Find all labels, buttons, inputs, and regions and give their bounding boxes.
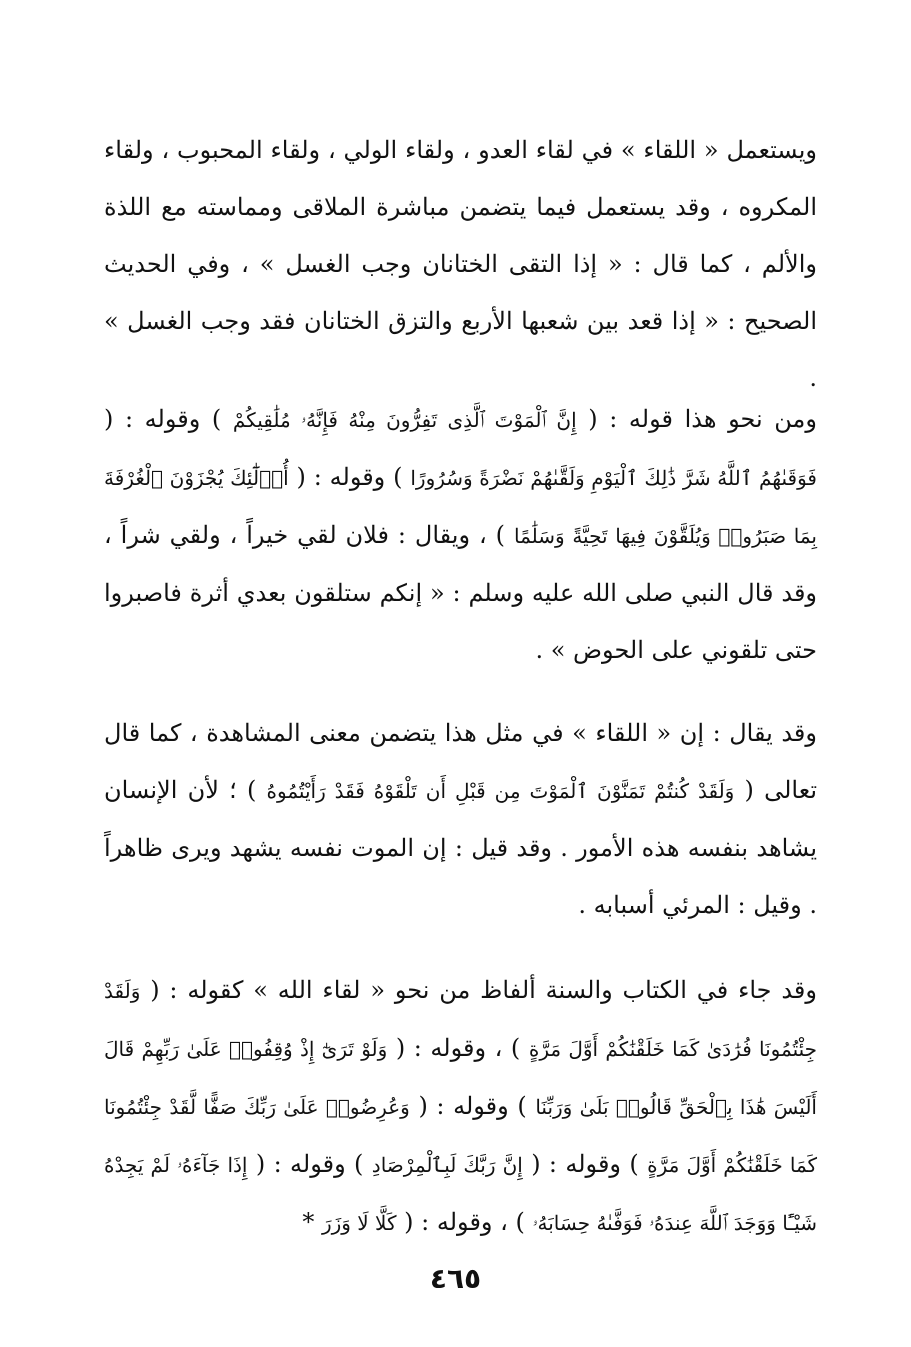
paragraph-meeting-allah (104, 962, 859, 1252)
footnote-marker: * (302, 1208, 315, 1236)
quran-verse: كَلَّا لَا وَزَرَ (321, 1211, 397, 1235)
paragraph-text: ) وقوله : ( (104, 405, 222, 433)
paragraph-text: ) ، وقوله : ( (395, 1034, 521, 1062)
quran-verse: وَلَقَدْ جِئْتُمُونَا فُرَٰدَىٰ كَمَا خَلَقْنَٰكُمْ أَوَّلَ مَرَّةٍ (104, 979, 818, 1061)
paragraph-text: وقد جاء في الكتاب والسنة ألفاظ من نحو « لقاء الله » كقوله : ( (150, 976, 817, 1004)
quran-verse: وَعُرِضُوا۟ عَلَىٰ رَبِّكَ صَفًّا لَّقَدْ جِئْتُمُونَا كَمَا خَلَقْنَٰكُمْ أَوَّلَ مَرَّةٍ (104, 1095, 818, 1177)
paragraph-text: ) وقوله : ( (296, 463, 403, 491)
quran-verse: وَلَقَدْ كُنتُمْ تَمَنَّوْنَ ٱلْمَوْتَ مِن قَبْلِ أَن تَلْقَوْهُ فَقَدْ رَأَيْتُمُوهُ (266, 779, 735, 803)
paragraph-quranic-examples (104, 391, 859, 679)
quran-verse: وَلَوْ تَرَىٰٓ إِذْ وُقِفُوا۟ عَلَىٰ رَبِّهِمْ قَالَ أَلَيْسَ هَٰذَا بِٱلْحَقِّ قَالُوا۟ بَلَىٰ وَرَبِّنَا (104, 1037, 817, 1119)
paragraph-text: ) ، وقوله : ( (404, 1208, 525, 1236)
paragraph-text: ) وقوله : ( (531, 1150, 639, 1178)
page-number: ٤٦٥ (429, 1262, 482, 1295)
quran-verse: إِنَّ ٱلْمَوْتَ ٱلَّذِى تَفِرُّونَ مِنْهُ فَإِنَّهُۥ مُلَٰقِيكُمْ (232, 408, 577, 432)
paragraph-text: وقد يقال : إن « اللقاء » في مثل هذا يتضمن معنى المشاهدة ، كما قال تعالى ( (104, 719, 818, 804)
quran-verse: إِذَا جَآءَهُۥ لَمْ يَجِدْهُ شَيْـًٔا وَوَجَدَ ٱللَّهَ عِندَهُۥ فَوَفَّىٰهُ حِسَابَهُۥ (104, 1153, 817, 1235)
quran-verse: فَوَقَىٰهُمُ ٱللَّهُ شَرَّ ذَٰلِكَ ٱلْيَوْمِ وَلَقَّىٰهُمْ نَضْرَةً وَسُرُورًا (410, 466, 817, 490)
quran-verse: أُو۟لَٰٓئِكَ يُجْزَوْنَ ٱلْغُرْفَةَ بِمَا صَبَرُوا۟ وَيُلَقَّوْنَ فِيهَا تَحِيَّةً وَسَلَٰمًا (104, 466, 817, 548)
quran-verse: إِنَّ رَبَّكَ لَبِٱلْمِرْصَادِ (371, 1153, 523, 1177)
paragraph-text: ويستعمل « اللقاء » في لقاء العدو ، ولقاء الولي ، ولقاء المحبوب ، ولقاء المكروه ، وقد يستعمل فيما يتضمن مباشرة الملاقى ومماسته مع اللذة والألم ، كما قال : « إذا التقى الختانان وجب الغسل » ، وفي الحديث الصحيح : « إذا قعد بين شعبها الأربع والتزق الختانان فقد وجب الغسل » . (104, 136, 817, 392)
paragraph-text: ومن نحو هذا قوله : ( (588, 405, 817, 433)
paragraph-text: ) وقوله : ( (418, 1092, 527, 1120)
paragraph-witnessing (104, 705, 859, 934)
paragraph-text: ) وقوله : ( (255, 1150, 364, 1178)
paragraph-text: ) ، ويقال : فلان لقي خيراً ، ولقي شراً ، وقد قال النبي صلى الله عليه وسلم : « إنكم ستلقون بعدي أثرة فاصبروا حتى تلقوني على الحوض » . (104, 521, 817, 664)
paragraph-liqa-usage (104, 122, 859, 407)
paragraph-text: ) ؛ لأن الإنسان يشاهد بنفسه هذه الأمور . وقد قيل : إن الموت نفسه يشهد ويرى ظاهراً . وقيل : المرئي أسبابه . (104, 776, 817, 919)
